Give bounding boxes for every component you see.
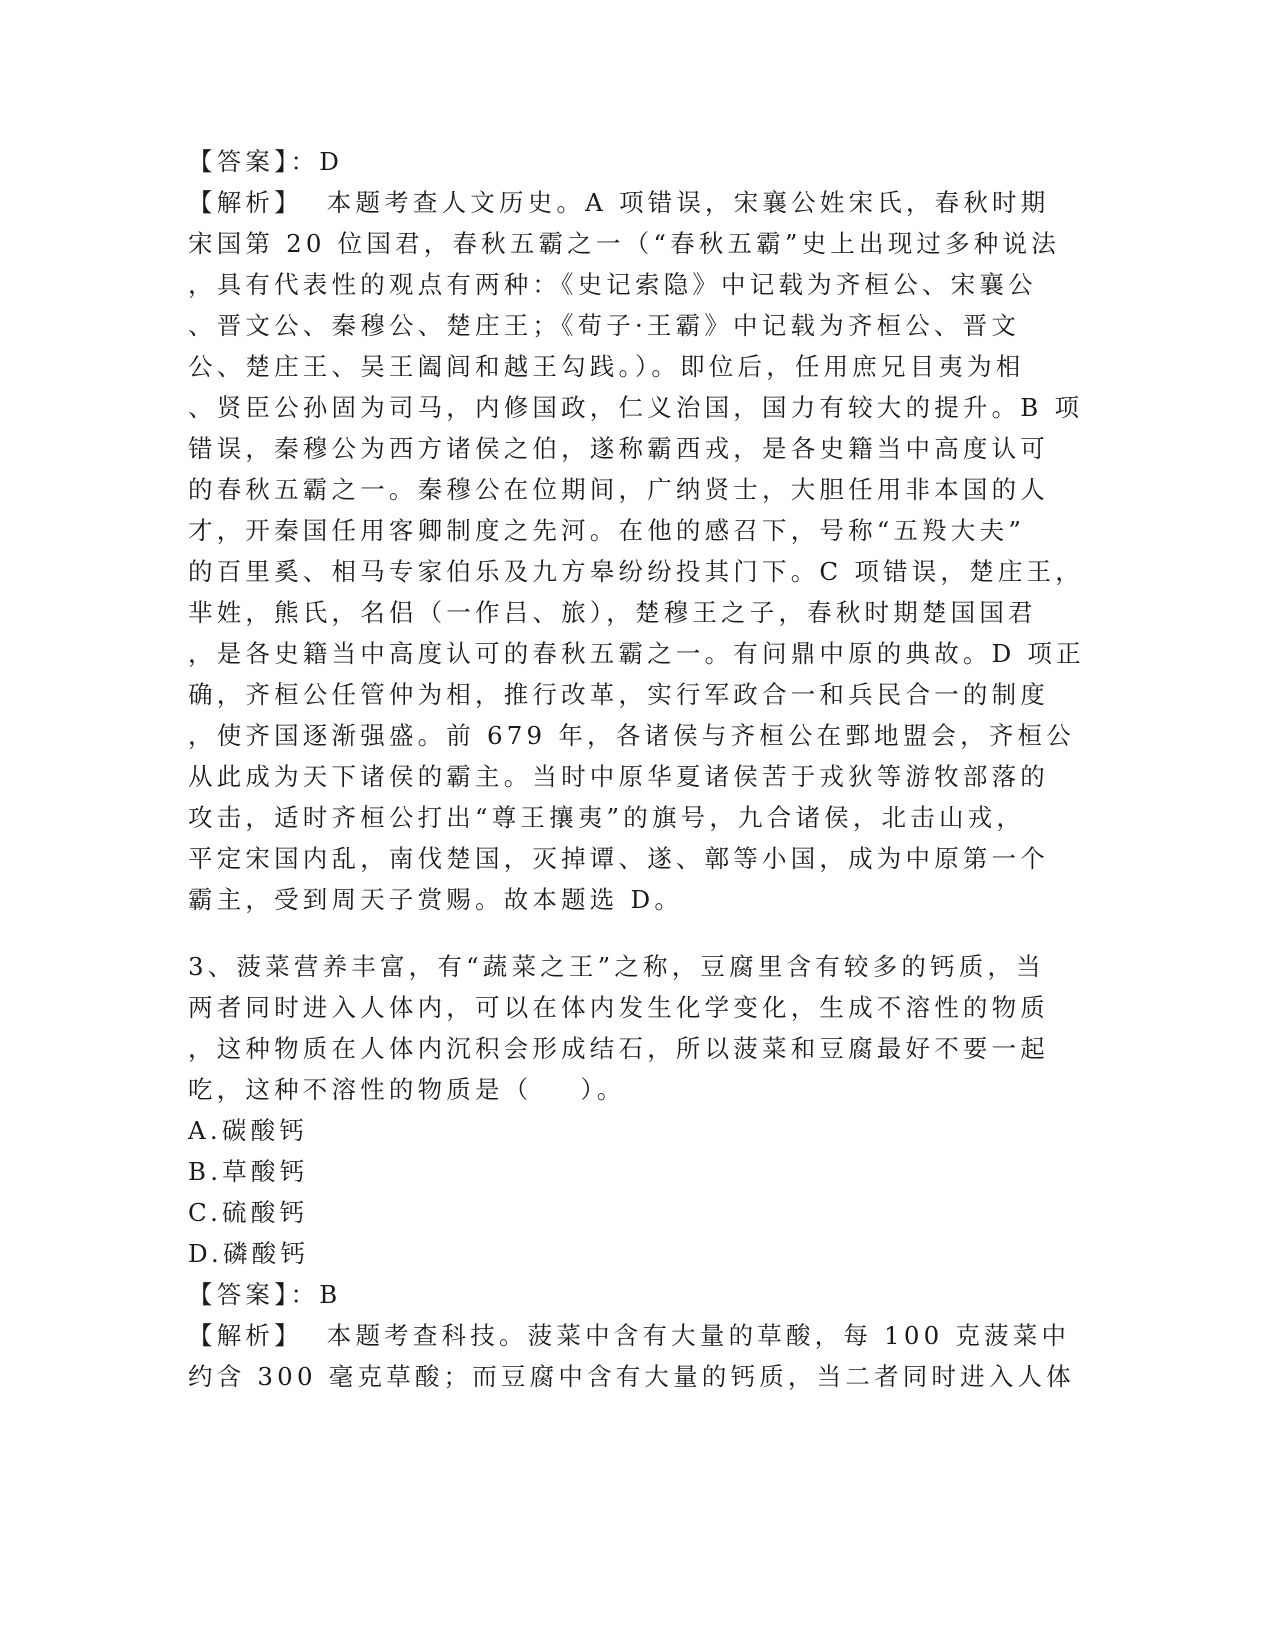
analysis-line: 错误，秦穆公为西方诸侯之伯，遂称霸西戎，是各史籍当中高度认可	[188, 434, 1049, 463]
analysis-line: 【解析】 本题考查科技。菠菜中含有大量的草酸，每 100 克菠菜中	[188, 1321, 1071, 1350]
analysis-line: 确，齐桓公任管仲为相，推行改革，实行军政合一和兵民合一的制度	[188, 680, 1049, 709]
analysis-line: 【解析】 本题考查人文历史。A 项错误，宋襄公姓宋氏，春秋时期	[188, 188, 1050, 217]
question-line: 吃，这种不溶性的物质是（ ）。	[188, 1075, 626, 1104]
analysis-line: ，使齐国逐渐强盛。前 679 年，各诸侯与齐桓公在鄄地盟会，齐桓公	[188, 721, 1075, 750]
question-line: 两者同时进入人体内，可以在体内发生化学变化，生成不溶性的物质	[188, 993, 1049, 1022]
option-a: A.碳酸钙	[188, 1116, 308, 1145]
analysis-line: 从此成为天下诸侯的霸主。当时中原华夏诸侯苦于戎狄等游牧部落的	[188, 762, 1049, 791]
analysis-line: 才，开秦国任用客卿制度之先河。在他的感召下，号称“五羖大夫”	[188, 516, 1026, 545]
answer-line: 【答案】：D	[188, 147, 344, 176]
analysis-line: 宋国第 20 位国君，春秋五霸之一（“春秋五霸”史上出现过多种说法	[188, 229, 1060, 258]
option-c: C.硫酸钙	[188, 1198, 309, 1227]
analysis-line: 的百里奚、相马专家伯乐及九方皋纷纷投其门下。C 项错误，楚庄王，	[188, 557, 1084, 586]
analysis-line: 霸主，受到周天子赏赐。故本题选 D。	[188, 885, 684, 914]
analysis-line: 芈姓，熊氏，名侣（一作吕、旅），楚穆王之子，春秋时期楚国国君	[188, 598, 1037, 627]
answer-line: 【答案】：B	[188, 1280, 342, 1309]
analysis-line: ，是各史籍当中高度认可的春秋五霸之一。有问鼎中原的典故。D 项正	[188, 639, 1085, 668]
analysis-line: ，具有代表性的观点有两种：《史记索隐》中记载为齐桓公、宋襄公	[188, 270, 1037, 299]
analysis-line: 、贤臣公孙固为司马，内修国政，仁义治国，国力有较大的提升。B 项	[188, 393, 1084, 422]
analysis-line: 平定宋国内乱，南伐楚国，灭掉谭、遂、鄣等小国，成为中原第一个	[188, 844, 1049, 873]
question-line: 3、菠菜营养丰富，有“蔬菜之王”之称，豆腐里含有较多的钙质，当	[188, 952, 1045, 981]
analysis-line: 公、楚庄王、吴王阖闾和越王勾践。）。即位后，任用庶兄目夷为相	[188, 352, 1025, 381]
analysis-line: 、晋文公、秦穆公、楚庄王；《荀子·王霸》中记载为齐桓公、晋文	[188, 311, 1021, 340]
option-d: D.磷酸钙	[188, 1239, 310, 1268]
question-line: ，这种物质在人体内沉积会形成结石，所以菠菜和豆腐最好不要一起	[188, 1034, 1049, 1063]
analysis-line: 的春秋五霸之一。秦穆公在位期间，广纳贤士，大胆任用非本国的人	[188, 475, 1049, 504]
analysis-line: 约含 300 毫克草酸；而豆腐中含有大量的钙质，当二者同时进入人体	[188, 1362, 1075, 1391]
analysis-line: 攻击，适时齐桓公打出“尊王攘夷”的旗号，九合诸侯，北击山戎，	[188, 803, 1026, 832]
option-b: B.草酸钙	[188, 1157, 309, 1186]
